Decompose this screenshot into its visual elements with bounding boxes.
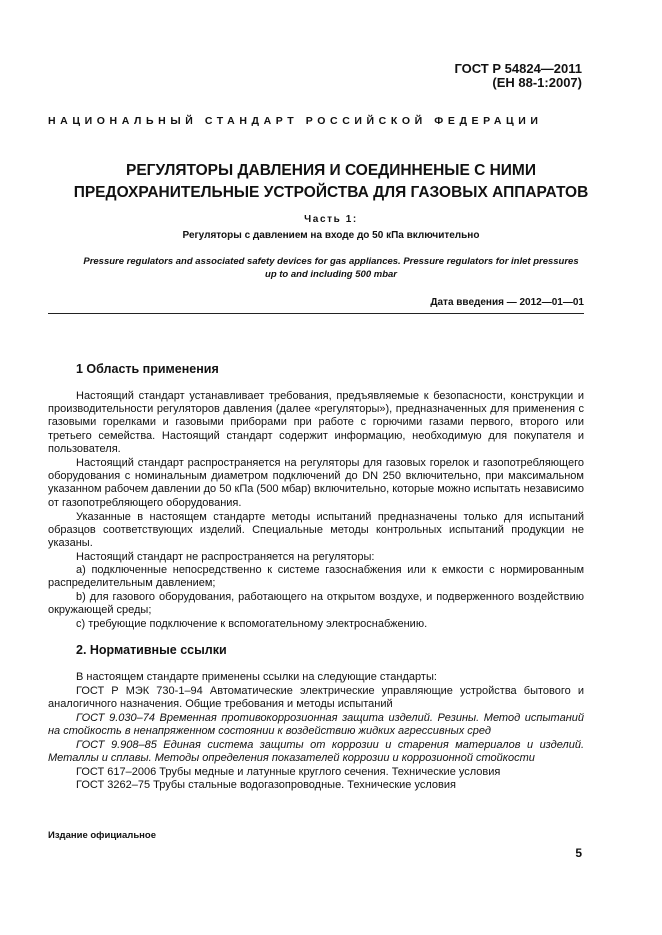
title-line-1: РЕГУЛЯТОРЫ ДАВЛЕНИЯ И СОЕДИННЕНЫЕ С НИМИ <box>126 162 536 179</box>
document-equivalent: (ЕН 88-1:2007) <box>492 75 582 90</box>
section-1-item-b: b) для газового оборудования, работающего на открытом воздухе, и подверженного воздействию окружающей среды; <box>48 591 584 617</box>
edition-note: Издание официальное <box>48 830 156 841</box>
document-title <box>60 160 602 204</box>
english-title-line-2: up to and including 500 mbar <box>265 269 397 280</box>
section-1-heading: 1 Область применения <box>76 362 219 376</box>
section-1-item-a: а) подключенные непосредственно к системе газоснабжения или к емкости с нормированным распределительным давлением; <box>48 564 584 590</box>
reference-4: ГОСТ 617–2006 Трубы медные и латунные круглого сечения. Технические условия <box>76 766 501 778</box>
section-1-paragraph-2: Настоящий стандарт распространяется на регуляторы для газовых горелок и газопотребляющего оборудования с номинальным диаметром подключений до DN 250 включительно, при максимальном указанном рабочем давлении до 50 кПа (500 мбар) включительно, которые можно испытать независимо от газопотребляющего оборудования. <box>48 457 584 509</box>
reference-3: ГОСТ 9.908–85 Единая система защиты от коррозии и старения материалов и изделий. Металлы и сплавы. Методы определения показателей коррозии и коррозионной стойкости <box>48 739 584 765</box>
document-number: ГОСТ Р 54824—2011 <box>454 61 582 76</box>
document-id-block <box>454 62 582 90</box>
reference-5: ГОСТ 3262–75 Трубы стальные водогазопроводные. Технические условия <box>76 779 456 791</box>
reference-2: ГОСТ 9.030–74 Временная противокоррозионная защита изделий. Резины. Метод испытаний на стойкость в ненапряженном состоянии к воздействию жидких агрессивных сред <box>48 712 584 738</box>
part-subtitle: Регуляторы с давлением на входе до 50 кПа включительно <box>182 230 480 241</box>
section-2-intro: В настоящем стандарте применены ссылки на следующие стандарты: <box>76 671 437 683</box>
section-1-paragraph-3: Указанные в настоящем стандарте методы испытаний предназначены только для испытаний образцов соответствующих изделий. Специальные методы контрольных испытаний продукции не указаны. <box>48 511 584 550</box>
title-line-2: ПРЕДОХРАНИТЕЛЬНЫЕ УСТРОЙСТВА ДЛЯ ГАЗОВЫХ АППАРАТОВ <box>73 184 589 201</box>
english-title-line-1: Pressure regulators and associated safety devices for gas appliances. Pressure regulators for inlet pressures <box>83 256 579 267</box>
section-1-paragraph-1: Настоящий стандарт устанавливает требования, предъявляемые к безопасности, конструкции и производительности регуляторов давления (далее «регуляторы»), предназначенных для применения с газовыми горелками и газовыми приборами при работе с горючими газами первого, второго или третьего семейства. Настоящий стандарт содержит информацию, необходимую для покупателя и пользователя. <box>48 390 584 455</box>
page-number: 5 <box>575 846 582 860</box>
part-label: Часть 1: <box>304 214 358 225</box>
section-2-heading: 2. Нормативные ссылки <box>76 643 227 657</box>
divider-line <box>48 313 584 314</box>
effective-date: Дата введения — 2012—01—01 <box>430 297 584 308</box>
national-standard-heading: НАЦИОНАЛЬНЫЙ СТАНДАРТ РОССИЙСКОЙ ФЕДЕРАЦИИ <box>48 115 543 127</box>
english-title <box>70 255 592 281</box>
reference-1: ГОСТ Р МЭК 730-1–94 Автоматические электрические управляющие устройства бытового и аналогичного назначения. Общие требования и методы испытаний <box>48 685 584 711</box>
section-1-paragraph-4: Настоящий стандарт не распространяется на регуляторы: <box>76 551 375 563</box>
section-1-item-c: с) требующие подключение к вспомогательному электроснабжению. <box>76 618 428 630</box>
